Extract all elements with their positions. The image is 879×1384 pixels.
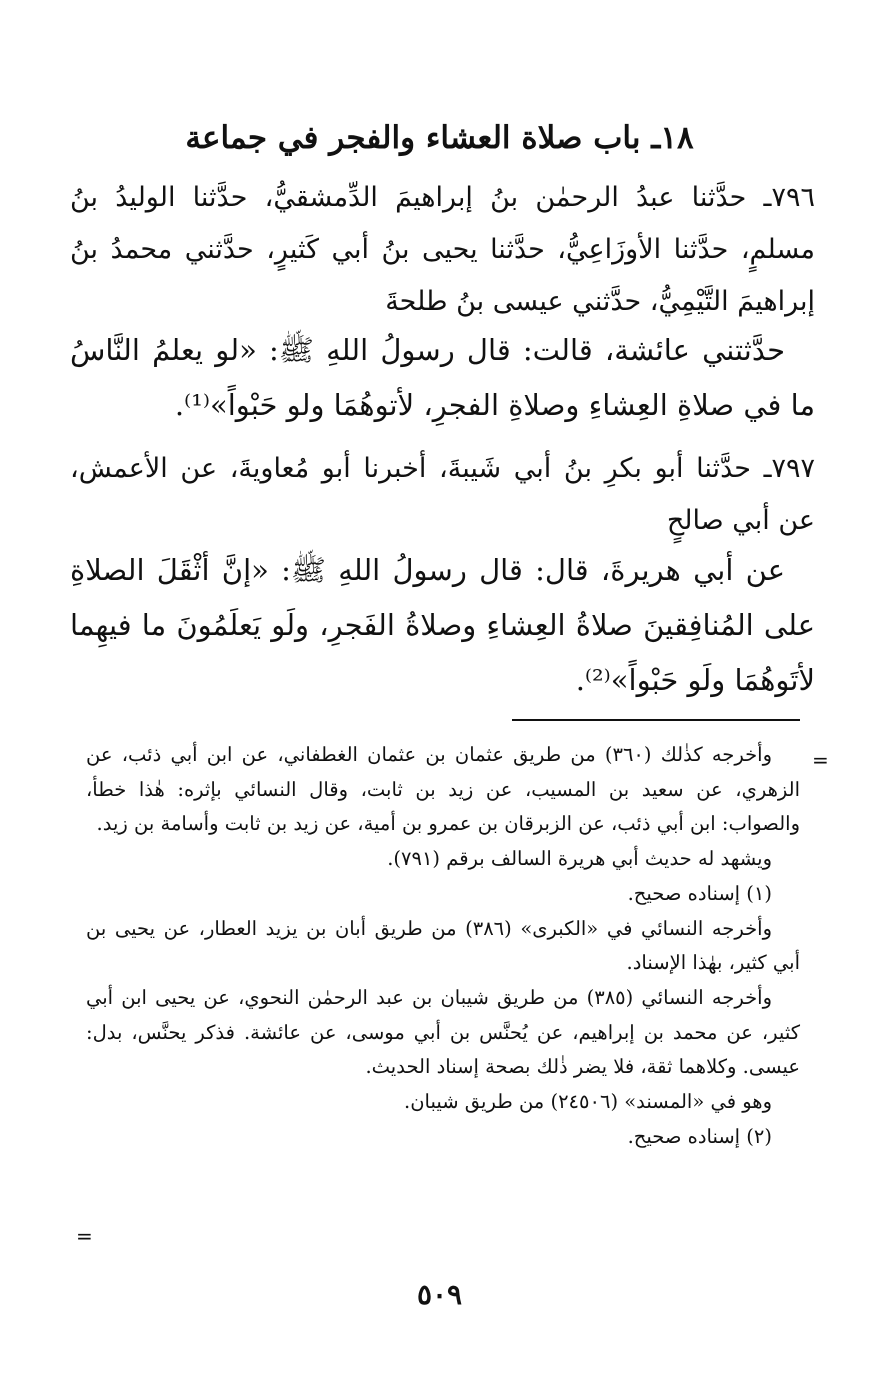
footnote-continuation-marker: =: [812, 748, 829, 772]
footnote-paragraph: وأخرجه النسائي في «الكبرى» (٣٨٦) من طريق أبان بن يزيد العطار، عن يحيى بن أبي كثير، بهٰذا الإسناد.: [86, 916, 800, 975]
hadith-797-matn-text: عن أبي هريرةَ، قال: قال رسولُ اللهِ ﷺ: «إنَّ أثْقَلَ الصلاةِ على المُنافِقينَ صلاةُ العِشاءِ وصلاةُ الفَجرِ، ولَو يَعلَمُونَ ما فيهِما لأتَوهُمَا ولَو حَبْواً»⁽²⁾.: [70, 553, 815, 697]
footnote-paragraph: وأخرجه كذٰلك (٣٦٠) من طريق عثمان بن عثمان الغطفاني، عن ابن أبي ذئب، عن الزهري، عن سعيد بن المسيب، عن زيد بن ثابت، وقال النسائي بإثره: هٰذا خطأ، والصواب: ابن أبي ذئب، عن الزبرقان بن عمرو بن أمية، عن زيد بن ثابت وأسامة بن زيد.: [86, 743, 800, 836]
chapter-title: ١٨ـ باب صلاة العشاء والفجر في جماعة: [185, 120, 694, 156]
footnote-1-heading: (١) إسناده صحيح.: [627, 881, 772, 905]
page-number: ٥٠٩: [416, 1278, 463, 1311]
footnote-paragraph: وأخرجه النسائي (٣٨٥) من طريق شيبان بن عبد الرحمٰن النحوي، عن يحيى ابن أبي كثير، عن محمد بن إبراهيم، عن يُحنَّس بن أبي موسى، عن عائشة. فذكر يحنَّس، بدل: عيسى. وكلاهما ثقة، فلا يضر ذٰلك بصحة إسناد الحديث.: [86, 985, 800, 1079]
hadith-796-matn: [70, 323, 815, 433]
hadith-797-isnad-text: ٧٩٧ـ حدَّثنا أبو بكرِ بنُ أبي شَيبةَ، أخبرنا أبو مُعاويةَ، عن الأعمش، عن أبي صالحٍ: [70, 453, 815, 536]
hadith-796-isnad: [70, 172, 815, 328]
hadith-797-matn: [70, 543, 815, 708]
hadith-796-isnad-text: ٧٩٦ـ حدَّثنا عبدُ الرحمٰن بنُ إبراهيمَ الدِّمشقيُّ، حدَّثنا الوليدُ بنُ مسلمٍ، حدَّثنا الأوزَاعِيُّ، حدَّثنا يحيى بنُ أبي كَثيرٍ، حدَّثني محمدُ بنُ إبراهيمَ التَّيْمِيُّ، حدَّثني عيسى بنُ طلحةَ: [70, 182, 815, 317]
footnote-separator: [512, 719, 800, 721]
footnote-paragraph: ويشهد له حديث أبي هريرة السالف برقم (٧٩١).: [387, 847, 772, 871]
footnote-continues-marker: =: [76, 1224, 93, 1248]
footnotes: [86, 738, 800, 1154]
footnote-paragraph: وهو في «المسند» (٢٤٥٠٦) من طريق شيبان.: [404, 1090, 772, 1114]
footnote-2-heading: (٢) إسناده صحيح.: [627, 1124, 772, 1148]
hadith-797-isnad: [70, 443, 815, 547]
hadith-796-matn-text: حدَّثتني عائشة، قالت: قال رسولُ اللهِ ﷺ: «لو يعلمُ النَّاسُ ما في صلاةِ العِشاءِ وصلاةِ الفجرِ، لأتوهُمَا ولو حَبْواً»⁽¹⁾.: [70, 333, 815, 422]
